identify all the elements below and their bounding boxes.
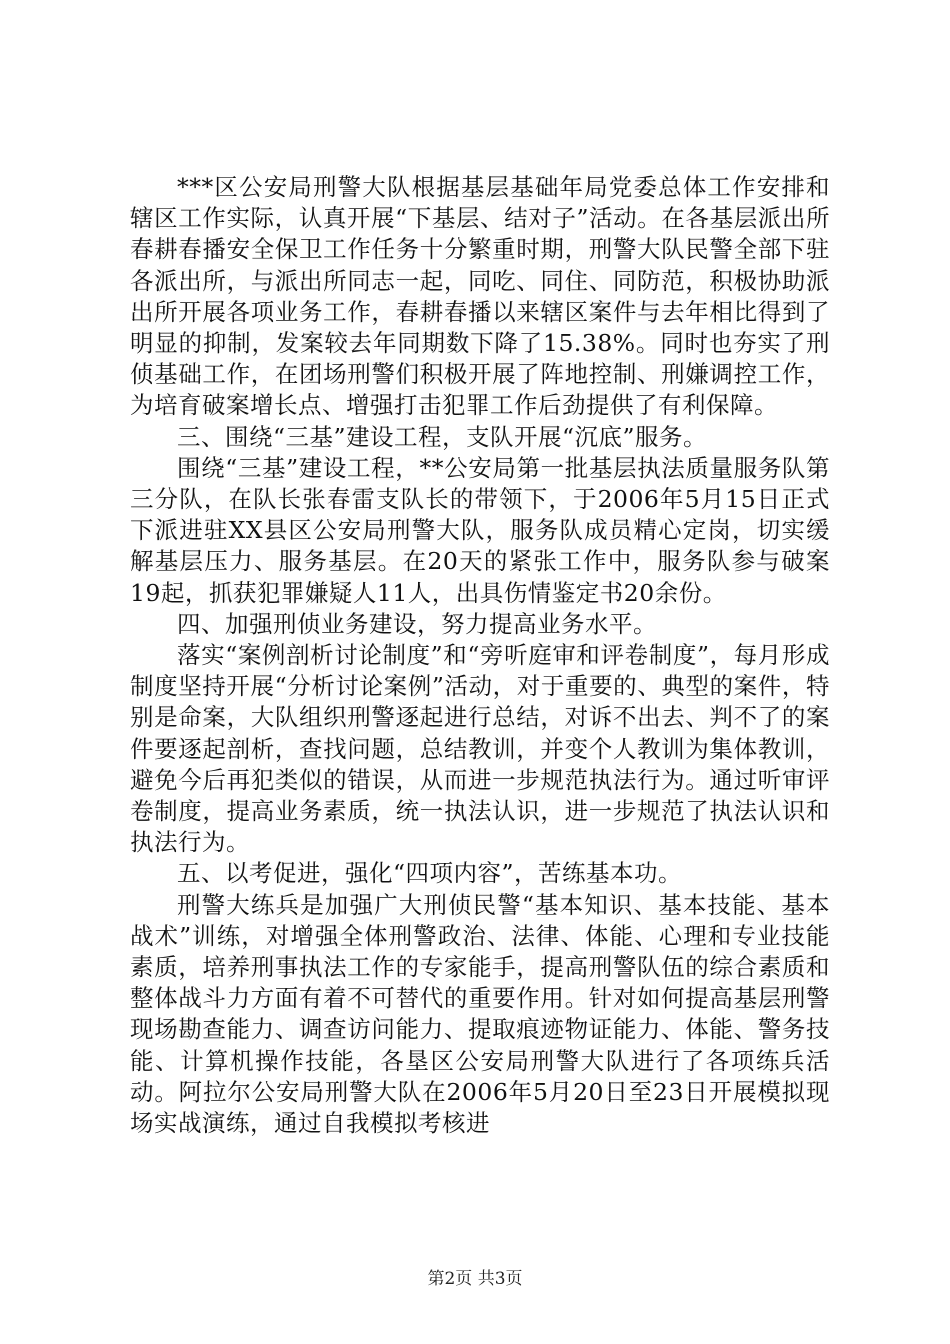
section-heading-three: 三、围绕“三基”建设工程，支队开展“沉底”服务。	[177, 422, 708, 451]
page-footer: 第2页 共3页	[427, 1269, 523, 1289]
section-heading-four: 四、加强刑侦业务建设，努力提高业务水平。	[177, 609, 657, 638]
paragraph-service-team: 围绕“三基”建设工程，**公安局第一批基层执法质量服务队第三分队，在队长张春雷支队长的带领下，于2006年5月15日正式下派进驻XX县区公安局刑警大队，服务队成员精心定岗，切实缓解基层压力、服务基层。在20天的紧张工作中，服务队参与破案19起，抓获犯罪嫌疑人11人，出具伤情鉴定书20余份。	[130, 453, 830, 607]
paragraph-work-intro: ***区公安局刑警大队根据基层基础年局党委总体工作安排和辖区工作实际，认真开展“下基层、结对子”活动。在各基层派出所春耕春播安全保卫工作任务十分繁重时期，刑警大队民警全部下驻各派出所，与派出所同志一起，同吃、同住、同防范，积极协助派出所开展各项业务工作，春耕春播以来辖区案件与去年相比得到了明显的抑制，发案较去年同期数下降了15.38%。同时也夯实了刑侦基础工作，在团场刑警们积极开展了阵地控制、刑嫌调控工作，为培育破案增长点、增强打击犯罪工作后劲提供了有利保障。	[130, 173, 830, 420]
section-heading-five: 五、以考促进，强化“四项内容”，苦练基本功。	[177, 859, 683, 888]
document-body	[130, 172, 830, 1139]
paragraph-case-analysis: 落实“案例剖析讨论制度”和“旁听庭审和评卷制度”，每月形成制度坚持开展“分析讨论案例”活动，对于重要的、典型的案件，特别是命案，大队组织刑警逐起进行总结，对诉不出去、判不了的案件要逐起剖析，查找问题，总结教训，并变个人教训为集体教训，避免今后再犯类似的错误，从而进一步规范执法行为。通过听审评卷制度，提高业务素质，统一执法认识，进一步规范了执法认识和执法行为。	[130, 641, 830, 857]
paragraph-training: 刑警大练兵是加强广大刑侦民警“基本知识、基本技能、基本战术”训练，对增强全体刑警政治、法律、体能、心理和专业技能素质，培养刑事执法工作的专家能手，提高刑警队伍的综合素质和整体战斗力方面有着不可替代的重要作用。针对如何提高基层刑警现场勘查能力、调查访问能力、提取痕迹物证能力、体能、警务技能、计算机操作技能，各垦区公安局刑警大队进行了各项练兵活动。阿拉尔公安局刑警大队在2006年5月20日至23日开展模拟现场实战演练，通过自我模拟考核进	[130, 890, 830, 1138]
